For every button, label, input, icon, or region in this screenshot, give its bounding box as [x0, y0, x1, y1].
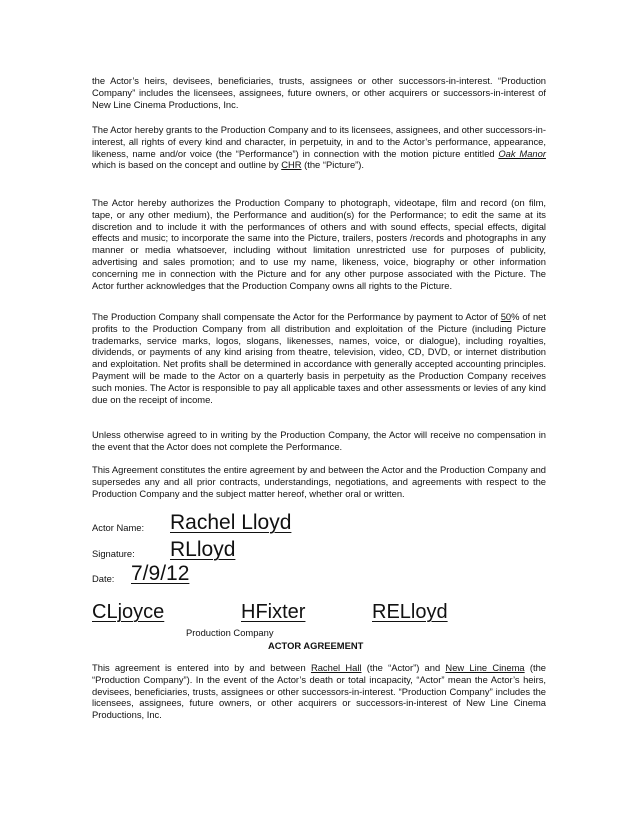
signature-relloyd: RELloyd — [372, 601, 448, 623]
company-party-name: New Line Cinema — [445, 662, 525, 673]
date-label: Date: — [92, 573, 115, 584]
signature-value: RLloyd — [170, 538, 236, 561]
actor-name-value: Rachel Lloyd — [170, 511, 292, 534]
paragraph-compensation: The Production Company shall compensate the Actor for the Performance by payment to Actor of 50% of net profits to the Production Company from all distribution and exploitation of the Picture (including Picture trademarks, service marks, logos, slogans, likenesses, names, voice, or dialogue), including royalties, dividends, or payments of any kind arising from theatre, television, video, CD, DVD, or internet distribution and exploitation. Net profits shall be determined in accordance with generally accepted accounting principles. Payment will be made to the Actor on a quarterly basis in perpetuity as the Production Company receives such monies. The Actor is responsible to pay all applicable taxes and other assessments or levies of any kind due on the receipt of income. — [92, 311, 546, 405]
signature-cljoyce: CLjoyce — [92, 601, 165, 623]
picture-title: Oak Manor — [498, 147, 546, 159]
date-value: 7/9/12 — [131, 562, 190, 585]
paragraph-entire-agreement: This Agreement constitutes the entire agreement by and between the Actor and the Production Company and supersedes any and all prior contracts, understandings, negotiations, and agreements with respect to the Production Company and the subject matter hereof, whether oral or written. — [92, 464, 546, 499]
paragraph-grant-of-rights: The Actor hereby grants to the Production Company and to its licensees, assignees, and other successors-in-interest, all rights of every kind and character, in perpetuity, in and to the Actor’s performance, appearance, likeness, name and/or voice (the “Performance”) in connection with the motion picture entitled Oak Manor which is based on the concept and outline by CHR (the “Picture”). — [92, 124, 546, 171]
paragraph-no-compensation: Unless otherwise agreed to in writing by the Production Company, the Actor will receive no compensation in the event that the Actor does not complete the Performance. — [92, 429, 546, 452]
signature-hfixter: HFixter — [241, 601, 306, 623]
paragraph-authorization: The Actor hereby authorizes the Production Company to photograph, videotape, film and record (on film, tape, or any other medium), the Performance and audition(s) for the Performance; to edit the same at its discretion and to include it with the performances of others and with sound effects, special effects, digital effects and music; to incorporate the same into the Picture, trailers, posters /records and photographs in any manner or media whatsoever, including without limitation unrestricted use for purposes of publicity, advertising and sales promotion; and to use my name, likeness, voice, biography or other information concerning me in connection with the Picture and for any other purpose associated with the Picture. The Actor further acknowledges that the Production Company owns all rights to the Picture. — [92, 197, 546, 291]
profit-percent: 50 — [500, 311, 512, 322]
production-company-label: Production Company — [186, 627, 274, 638]
agreement-heading: ACTOR AGREEMENT — [268, 640, 364, 651]
paragraph-intro-continued: the Actor’s heirs, devisees, beneficiaries, trusts, assignees or other successors-in-interest. “Production Company” includes the licensees, assignees, future owners, or other acquirers or successors-in-interest of New Line Cinema Productions, Inc. — [92, 75, 546, 110]
paragraph-parties: This agreement is entered into by and between Rachel Hall (the “Actor”) and New Line Cinema (the “Production Company”). In the event of the Actor’s death or total incapacity, “Actor” mean the Actor’s heirs, devisees, beneficiaries, trusts, assignees or other successors-in-interest. “Production Company” includes the licensees, assignees, future owners, or other acquirers or successors-in-interest of New Line Cinema Productions, Inc. — [92, 662, 547, 721]
signature-label: Signature: — [92, 548, 135, 559]
actor-party-name: Rachel Hall — [310, 662, 362, 673]
actor-name-label: Actor Name: — [92, 522, 145, 533]
concept-author: CHR — [281, 159, 302, 171]
